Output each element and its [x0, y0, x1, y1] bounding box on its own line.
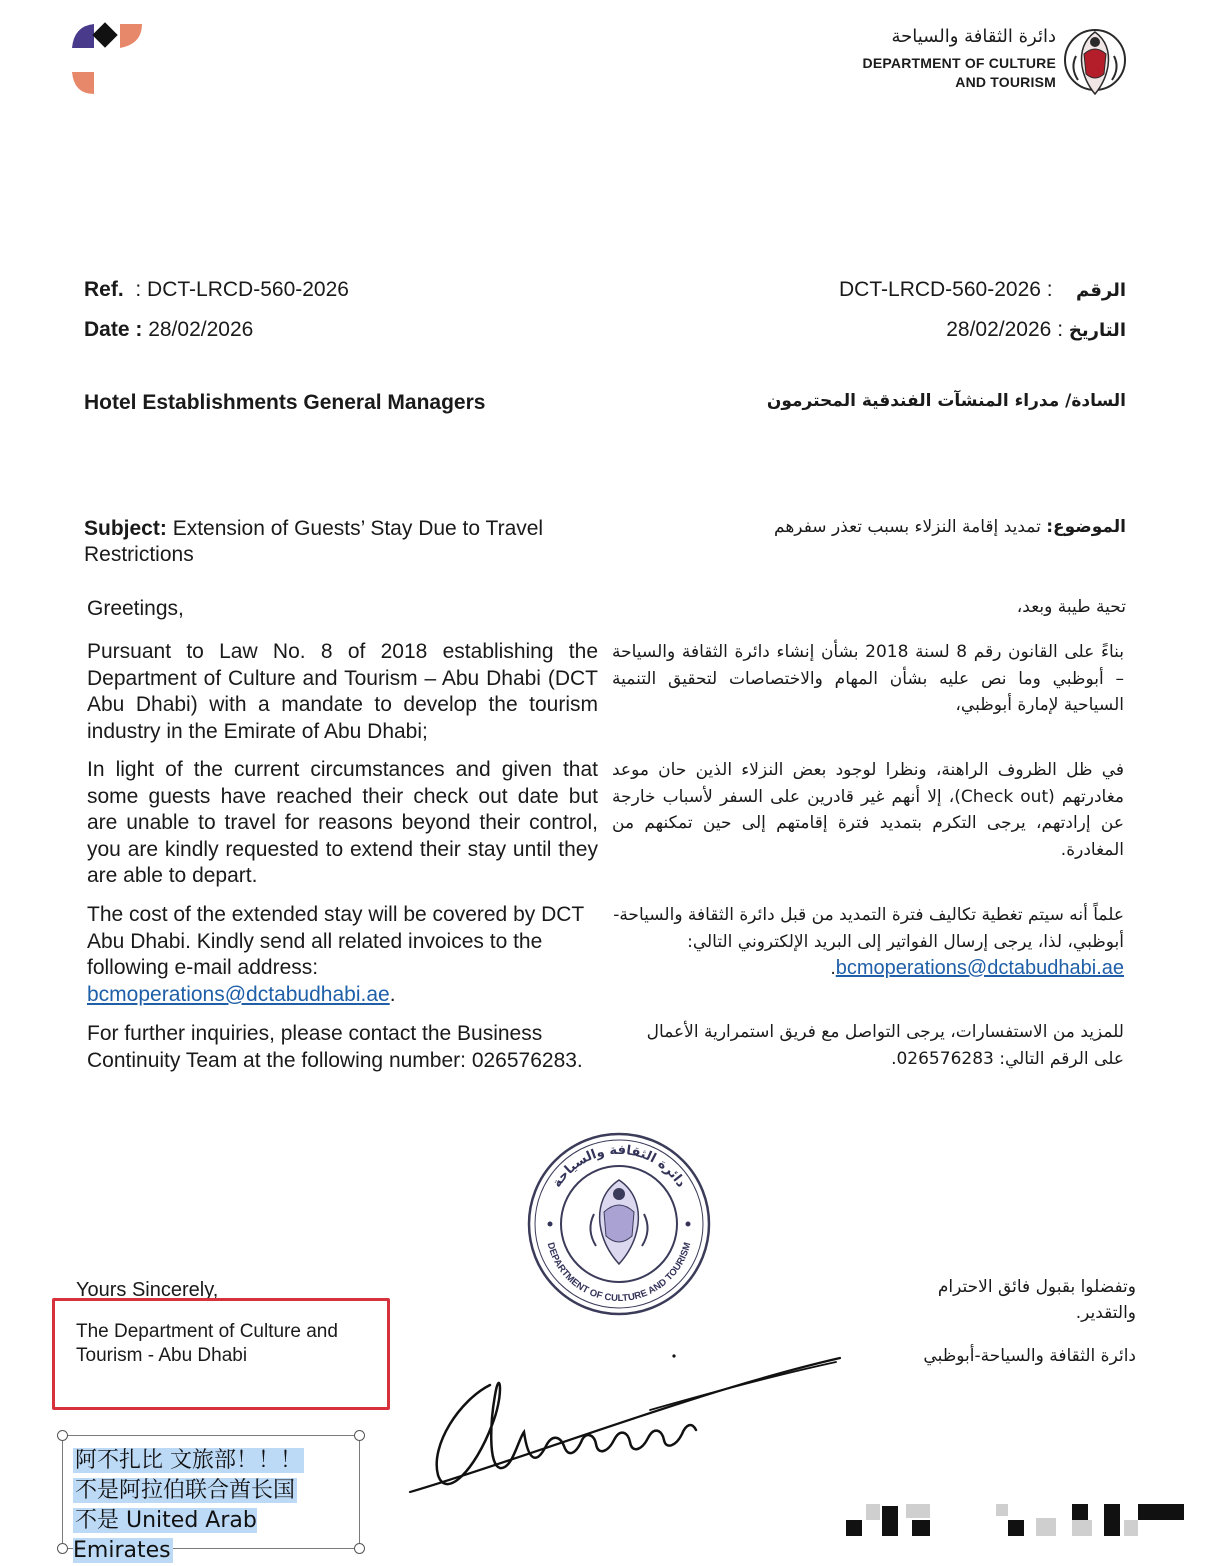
- ref-label-en: Ref.: [84, 278, 124, 301]
- ref-line-ar: [700, 277, 1126, 304]
- subject-label-ar: الموضوع:: [1046, 517, 1126, 537]
- subject-en: [84, 516, 604, 568]
- date-label-en: Date: [84, 318, 130, 341]
- recipient-ar: السادة/ مدراء المنشآت الفندقية المحترمون: [766, 391, 1126, 411]
- header-english-line2: AND TOURISM: [955, 74, 1056, 90]
- paragraph-1-ar: بناءً على القانون رقم 8 لسنة 2018 بشأن إنشاء دائرة الثقافة والسياحة – أبوظبي وما نص عليه بشأن المهام والاختصاصات لتحقيق التنمية السياحية لإمارة أبوظبي،: [612, 642, 1125, 715]
- ref-value-en: DCT-LRCD-560-2026: [147, 278, 349, 301]
- paragraph-1-en: Pursuant to Law No. 8 of 2018 establishing the Department of Culture and Tourism – Abu Dhabi (DCT Abu Dhabi) with a mandate to develop the tourism industry in the Emirate of Abu Dhabi;: [87, 640, 598, 743]
- resize-handle-top-left[interactable]: [57, 1430, 68, 1441]
- paragraph-4-en: For further inquiries, please contact the Business Continuity Team at the following number: 026576283.: [87, 1022, 583, 1072]
- falcon-emblem-icon: [1062, 18, 1128, 104]
- paragraph-3-ar-end: .: [830, 959, 836, 979]
- date-line-ar: [700, 317, 1126, 344]
- handwritten-signature: [400, 1350, 850, 1510]
- header-arabic-name: دائرة الثقافة والسياحة: [891, 26, 1056, 47]
- ref-colon-en: :: [129, 278, 148, 301]
- dct-brand-mark-icon: [70, 22, 146, 96]
- resize-handle-top-right[interactable]: [354, 1430, 365, 1441]
- date-colon-ar: :: [1057, 318, 1069, 341]
- official-seal: [524, 1132, 714, 1316]
- paragraph-3-en-end: .: [389, 982, 396, 1006]
- pixelated-redaction: [846, 1500, 1186, 1540]
- subject-label-en: Subject:: [84, 517, 167, 540]
- closing-en: Yours Sincerely,: [76, 1279, 219, 1301]
- closing-ar-line1: وتفضلوا بقبول فائق الاحترام: [937, 1277, 1136, 1297]
- paragraph-2-en: In light of the current circumstances and given that some guests have reached their check out date but are unable to travel for reasons beyond their control, you are kindly requested to extend their stay until they are able to depart.: [87, 758, 598, 887]
- recipient-en: Hotel Establishments General Managers: [84, 391, 486, 414]
- official-seal-icon: [524, 1132, 714, 1316]
- paragraph-4-ar: للمزيد من الاستفسارات، يرجى التواصل مع فريق استمرارية الأعمال على الرقم التالي: 026576283.: [646, 1022, 1124, 1069]
- closing-ar-line2: والتقدير.: [1075, 1303, 1136, 1323]
- ref-colon-ar: :: [1046, 278, 1071, 301]
- seal-ring-text-ar: دائرة الثقافة والسياحة: [549, 1142, 689, 1191]
- paragraph-3-en: [87, 902, 598, 1008]
- invoice-email-link-ar[interactable]: bcmoperations@dctabudhabi.ae: [835, 957, 1124, 979]
- closing-org-en: The Department of Culture and Tourism - Abu Dhabi: [76, 1321, 338, 1366]
- paragraph-2-ar: في ظل الظروف الراهنة، ونظرا لوجود بعض النزلاء الذين حان موعد مغادرتهم (Check out)، إلا أنهم غير قادرين على السفر لأسباب خارجة عن إرادتهم، يرجى التكرم بتمديد فترة إقامتهم إلى حين تمكنهم من المغادرة.: [612, 760, 1125, 860]
- header-english-line1: DEPARTMENT OF CULTURE: [862, 55, 1056, 71]
- date-value-ar: 28/02/2026: [946, 318, 1052, 341]
- invoice-email-link-en[interactable]: bcmoperations@dctabudhabi.ae: [87, 982, 390, 1006]
- dct-brand-mark: [70, 22, 146, 96]
- date-line-en: [84, 317, 544, 344]
- seal-ring-text-en: DEPARTMENT OF CULTURE AND TOURISM: [544, 1241, 694, 1305]
- date-value-en: 28/02/2026: [148, 318, 254, 341]
- resize-handle-bottom-left[interactable]: [57, 1543, 68, 1554]
- closing-org-ar: دائرة الثقافة والسياحة-أبوظبي: [923, 1346, 1136, 1366]
- ref-label-ar: الرقم: [1075, 280, 1126, 301]
- annotation-line-3: 不是 United Arab Emirates: [73, 1508, 257, 1563]
- annotation-line-1: 阿不扎比 文旅部！！！: [75, 1448, 302, 1473]
- subject-text-ar: تمديد إقامة النزلاء بسبب تعذر سفرهم: [774, 517, 1041, 537]
- ref-value-ar: DCT-LRCD-560-2026: [839, 278, 1041, 301]
- annotation-line-2: 不是阿拉伯联合酋长国: [75, 1478, 296, 1503]
- greeting-en: Greetings,: [87, 597, 184, 620]
- annotation-text[interactable]: [73, 1446, 359, 1566]
- subject-ar: [640, 514, 1126, 541]
- ref-line-en: [84, 277, 544, 304]
- falcon-emblem: [1062, 18, 1128, 104]
- paragraph-3-ar-text: علماً أنه سيتم تغطية تكاليف فترة التمديد من قبل دائرة الثقافة والسياحة-أبوظبي، لذا، يرجى إرسال الفواتير إلى البريد الإلكتروني التالي:: [613, 905, 1124, 952]
- handwritten-signature-icon: [400, 1350, 850, 1510]
- subject-text-en: Extension of Guests’ Stay Due to Travel Restrictions: [84, 517, 544, 566]
- date-label-ar: التاريخ: [1068, 320, 1126, 341]
- greeting-ar: تحية طيبة وبعد،: [1016, 597, 1126, 617]
- date-colon-en: :: [135, 318, 149, 341]
- paragraph-3-ar: [612, 902, 1124, 983]
- paragraph-3-en-text: The cost of the extended stay will be covered by DCT Abu Dhabi. Kindly send all related invoices to the following e-mail address:: [87, 903, 584, 979]
